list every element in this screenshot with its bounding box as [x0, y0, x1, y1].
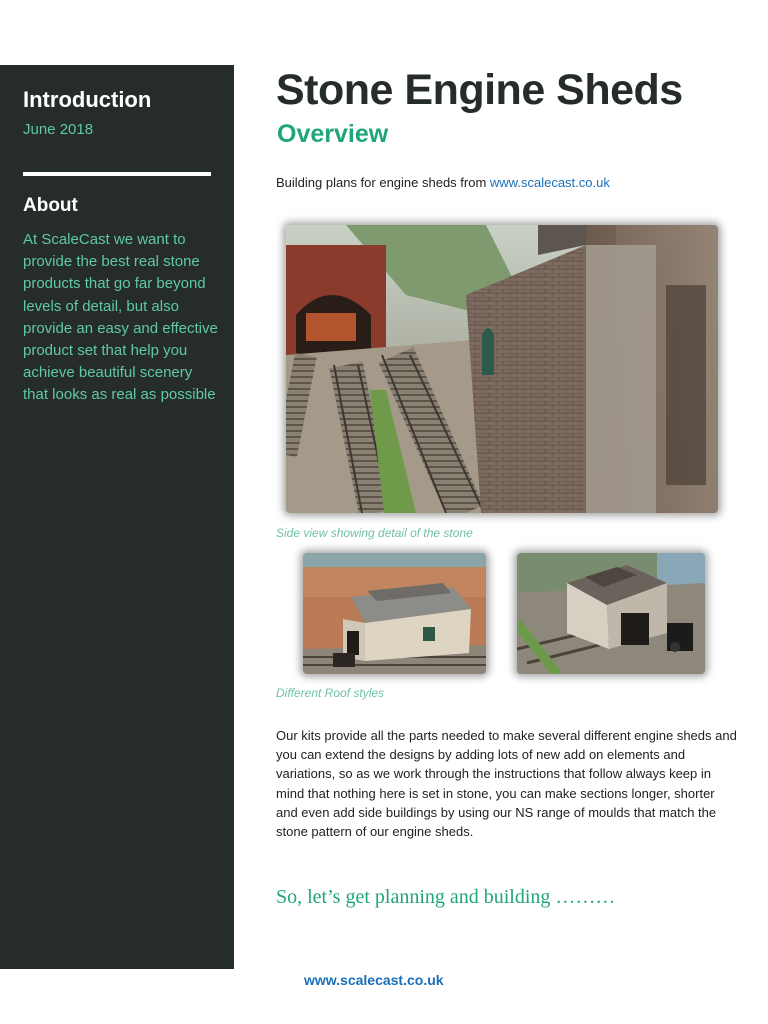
main-photo: [286, 225, 718, 513]
about-heading: About: [23, 195, 78, 216]
intro-text: Building plans for engine sheds from: [276, 175, 490, 190]
sidebar: [0, 65, 234, 969]
intro-link[interactable]: www.scalecast.co.uk: [489, 175, 610, 190]
about-text: At ScaleCast we want to provide the best real stone products that go far beyond levels of detail, but also provide an easy and effective product set that help you achieve beautiful scenery that looks as real as possible: [23, 231, 218, 404]
call-to-action: So, let’s get planning and building ………: [276, 886, 616, 908]
body-paragraph: Our kits provide all the parts needed to make several different engine sheds and you can extend the designs by adding lots of new add on elements and variations, so as we work through the instructions that follow always keep in mind that nothing here is set in stone, you can make sections longer, shorter and even add side buildings by using our NS range of moulds that match the stone pattern of our engine sheds.: [276, 728, 737, 840]
intro-line: [276, 175, 610, 190]
sidebar-title: Introduction: [23, 87, 152, 112]
sidebar-date: June 2018: [23, 121, 94, 138]
page-subtitle: Overview: [277, 120, 389, 148]
footer-link[interactable]: www.scalecast.co.uk: [304, 972, 444, 988]
roof-photo-b: [517, 553, 705, 674]
roof-photo-a: [303, 553, 486, 674]
main-photo-caption: Side view showing detail of the stone: [276, 526, 473, 540]
roof-photos-caption: Different Roof styles: [276, 686, 385, 700]
page-title: Stone Engine Sheds: [276, 66, 683, 114]
sidebar-divider: [23, 172, 211, 176]
